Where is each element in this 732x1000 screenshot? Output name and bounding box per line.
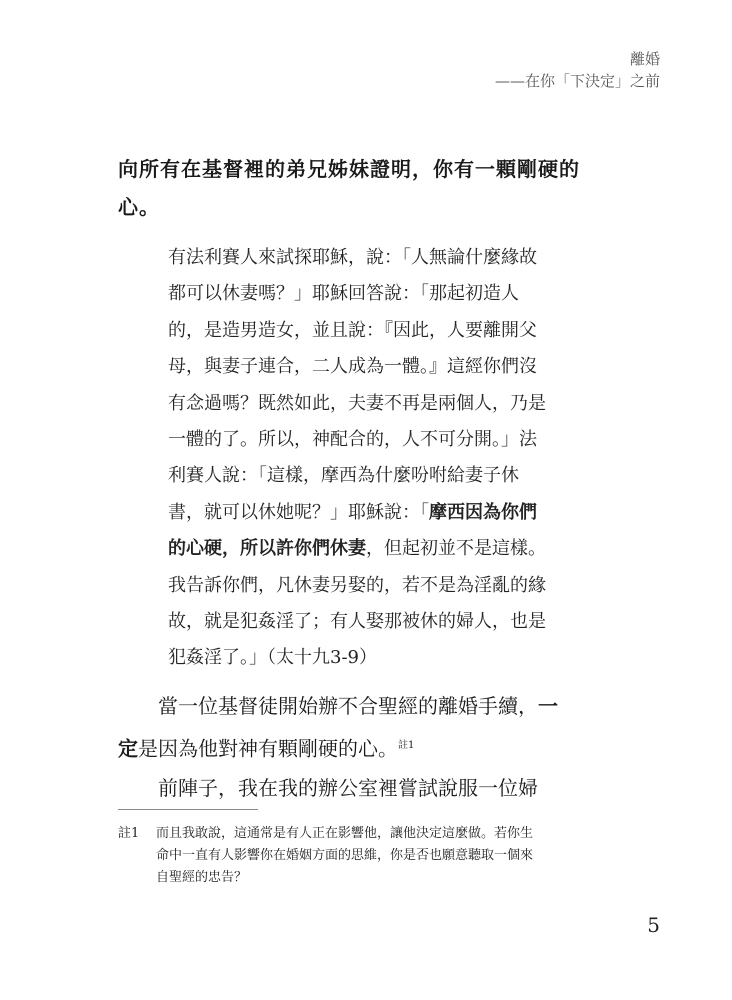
body-text: 是因為他對神有顆剛硬的心。 <box>138 736 398 761</box>
footnote-divider <box>118 809 258 810</box>
quote-line: 我告訴你們，凡休妻另娶的，若不是為淫亂的緣 <box>168 574 546 596</box>
running-header <box>495 48 660 92</box>
quote-line: 母，與妻子連合，二人成為一體。』這經你們沒 <box>168 356 537 378</box>
footnote-line: 自聖經的忠告？ <box>156 870 248 885</box>
footnote-line: 命中一直有人影響你在婚姻方面的思維，你是否也願意聽取一個來 <box>156 848 534 863</box>
quote-line: 利賽人說：「這樣，摩西為什麼吩咐給妻子休 <box>168 465 519 487</box>
quote-line <box>168 531 546 567</box>
quote-emphasis: 的心硬，所以許你們休妻 <box>168 538 366 560</box>
footnote <box>118 823 623 889</box>
body-line: 前陣子，我在我的辦公室裡嘗試說服一位婦 <box>158 776 538 800</box>
body-line <box>118 686 623 726</box>
lead-line: 心。 <box>118 195 160 219</box>
footnote-body <box>156 823 533 889</box>
quote-line: 故，就是犯姦淫了；有人娶那被休的婦人，也是 <box>168 610 546 632</box>
body-emphasis: 一 <box>538 694 558 718</box>
scripture-quote <box>168 240 546 677</box>
body-paragraph <box>118 768 623 808</box>
body-line <box>118 726 623 766</box>
quote-line <box>168 495 546 531</box>
body-text: 當一位基督徒開始辦不合聖經的離婚手續， <box>158 694 538 718</box>
footnote-reference[interactable]: 註1 <box>398 740 415 751</box>
lead-line: 向所有在基督裡的弟兄姊妹證明，你有一顆剛硬的 <box>118 157 580 181</box>
quote-emphasis: 摩西因為你們 <box>429 501 537 523</box>
book-subtitle: ——在你「下決定」之前 <box>494 72 660 90</box>
quote-line: 的，是造男造女，並且說：『因此，人要離開父 <box>168 319 537 341</box>
body-emphasis: 定 <box>118 736 138 761</box>
page-number: 5 <box>647 913 660 937</box>
lead-paragraph <box>118 150 623 226</box>
footnote-line: 而且我敢說，這通常是有人正在影響他，讓他決定這麼做。若你生 <box>156 826 534 841</box>
quote-text: 書，就可以休她呢？」耶穌說：「 <box>168 501 429 523</box>
footnote-mark: 註1 <box>118 826 140 841</box>
quote-text: ，但起初並不是這樣。 <box>366 538 546 560</box>
quote-line: 有法利賽人來試探耶穌，說：「人無論什麼緣故 <box>168 247 537 268</box>
quote-line: 犯姦淫了。」（太十九3-9） <box>168 647 377 669</box>
quote-line: 一體的了。所以，神配合的，人不可分開。」法 <box>168 428 537 450</box>
book-title: 離婚 <box>629 50 660 68</box>
body-paragraph <box>118 686 623 766</box>
quote-line: 都可以休妻嗎？」耶穌回答說：「那起初造人 <box>168 283 519 305</box>
quote-line: 有念過嗎？既然如此，夫妻不再是兩個人，乃是 <box>168 392 546 414</box>
